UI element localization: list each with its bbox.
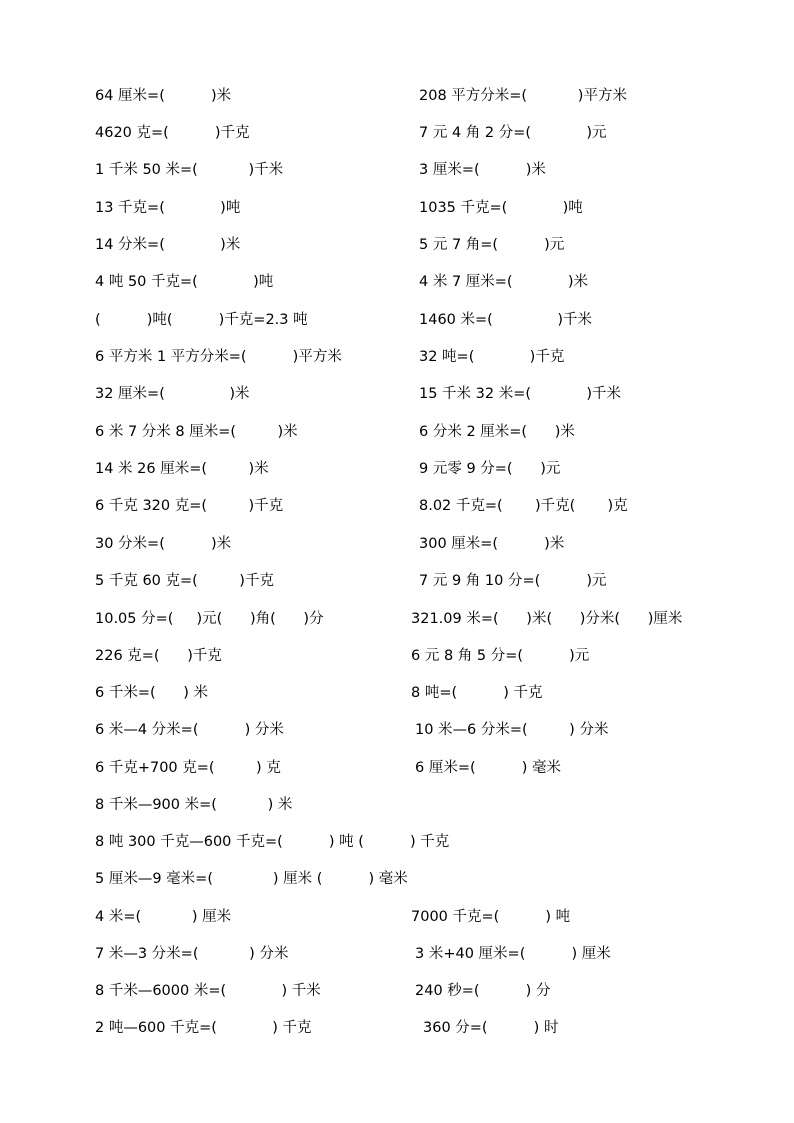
exercise-left: 32 厘米=( )米 [95,386,250,402]
exercise-left: 10.05 分=( )元( )角( )分 [95,611,324,627]
exercise-row [0,718,794,742]
exercise-left: 8 千米—900 米=( ) 米 [95,797,293,813]
exercise-row [0,308,794,332]
exercise-right: 15 千米 32 米=( )千米 [419,386,622,402]
exercise-left: 4 米=( ) 厘米 [95,909,232,925]
exercise-row [0,158,794,182]
exercise-left: 6 米—4 分米=( ) 分米 [95,722,284,738]
exercise-row [0,420,794,444]
exercise-left: 14 分米=( )米 [95,237,241,253]
exercise-row [0,1016,794,1040]
exercise-right: 300 厘米=( )米 [419,536,565,552]
exercise-row [0,84,794,108]
exercise-row [0,681,794,705]
exercise-row [0,457,794,481]
exercise-left: 5 千克 60 克=( )千克 [95,573,274,589]
exercise-left: 5 厘米—9 毫米=( ) 厘米 ( ) 毫米 [95,871,408,887]
exercise-left: 2 吨—600 千克=( ) 千克 [95,1020,312,1036]
exercise-right: 4 米 7 厘米=( )米 [419,274,589,290]
exercise-row [0,233,794,257]
exercise-left: 6 平方米 1 平方分米=( )平方米 [95,349,342,365]
exercise-right: 321.09 米=( )米( )分米( )厘米 [411,611,683,627]
exercise-left: 14 米 26 厘米=( )米 [95,461,269,477]
exercise-row [0,270,794,294]
exercise-row [0,569,794,593]
exercise-row [0,942,794,966]
exercise-right: 1035 千克=( )吨 [419,200,583,216]
exercise-row [0,905,794,929]
exercise-left: 6 千克+700 克=( ) 克 [95,760,281,776]
exercise-row [0,345,794,369]
exercise-left: 30 分米=( )米 [95,536,232,552]
exercise-row [0,644,794,668]
exercise-row [0,532,794,556]
exercise-right: 7000 千克=( ) 吨 [411,909,571,925]
exercise-row [0,979,794,1003]
exercise-left: 6 千克 320 克=( )千克 [95,498,284,514]
exercise-right: 32 吨=( )千克 [419,349,565,365]
exercise-left: 8 千米—6000 米=( ) 千米 [95,983,321,999]
exercise-left: 1 千米 50 米=( )千米 [95,162,284,178]
exercise-right: 208 平方分米=( )平方米 [419,88,627,104]
exercise-left: 4620 克=( )千克 [95,125,250,141]
exercise-left: 7 米—3 分米=( ) 分米 [95,946,289,962]
exercise-right: 3 厘米=( )米 [419,162,546,178]
exercise-left: 4 吨 50 千克=( )吨 [95,274,274,290]
exercise-row [0,867,794,891]
exercise-left: ( )吨( )千克=2.3 吨 [95,312,308,328]
exercise-right: 6 元 8 角 5 分=( )元 [411,648,590,664]
exercise-left: 64 厘米=( )米 [95,88,232,104]
exercise-right: 3 米+40 厘米=( ) 厘米 [415,946,611,962]
exercise-left: 226 克=( )千克 [95,648,222,664]
exercise-left: 13 千克=( )吨 [95,200,241,216]
exercise-right: 10 米—6 分米=( ) 分米 [415,722,609,738]
exercise-right: 1460 米=( )千米 [419,312,593,328]
exercise-left: 8 吨 300 千克—600 千克=( ) 吨 ( ) 千克 [95,834,450,850]
exercise-row [0,382,794,406]
exercise-right: 7 元 9 角 10 分=( )元 [419,573,607,589]
exercise-right: 240 秒=( ) 分 [415,983,551,999]
exercise-right: 8 吨=( ) 千克 [411,685,543,701]
exercise-row [0,607,794,631]
exercise-row [0,121,794,145]
exercise-right: 7 元 4 角 2 分=( )元 [419,125,607,141]
exercise-left: 6 米 7 分米 8 厘米=( )米 [95,424,298,440]
exercise-row [0,830,794,854]
exercise-right: 8.02 千克=( )千克( )克 [419,498,628,514]
exercise-row [0,196,794,220]
exercise-right: 6 厘米=( ) 毫米 [415,760,561,776]
exercise-left: 6 千米=( ) 米 [95,685,209,701]
exercise-row [0,494,794,518]
exercise-right: 9 元零 9 分=( )元 [419,461,561,477]
exercise-row [0,793,794,817]
exercise-right: 360 分=( ) 时 [423,1020,559,1036]
exercise-right: 5 元 7 角=( )元 [419,237,565,253]
exercise-right: 6 分米 2 厘米=( )米 [419,424,575,440]
exercise-row [0,756,794,780]
